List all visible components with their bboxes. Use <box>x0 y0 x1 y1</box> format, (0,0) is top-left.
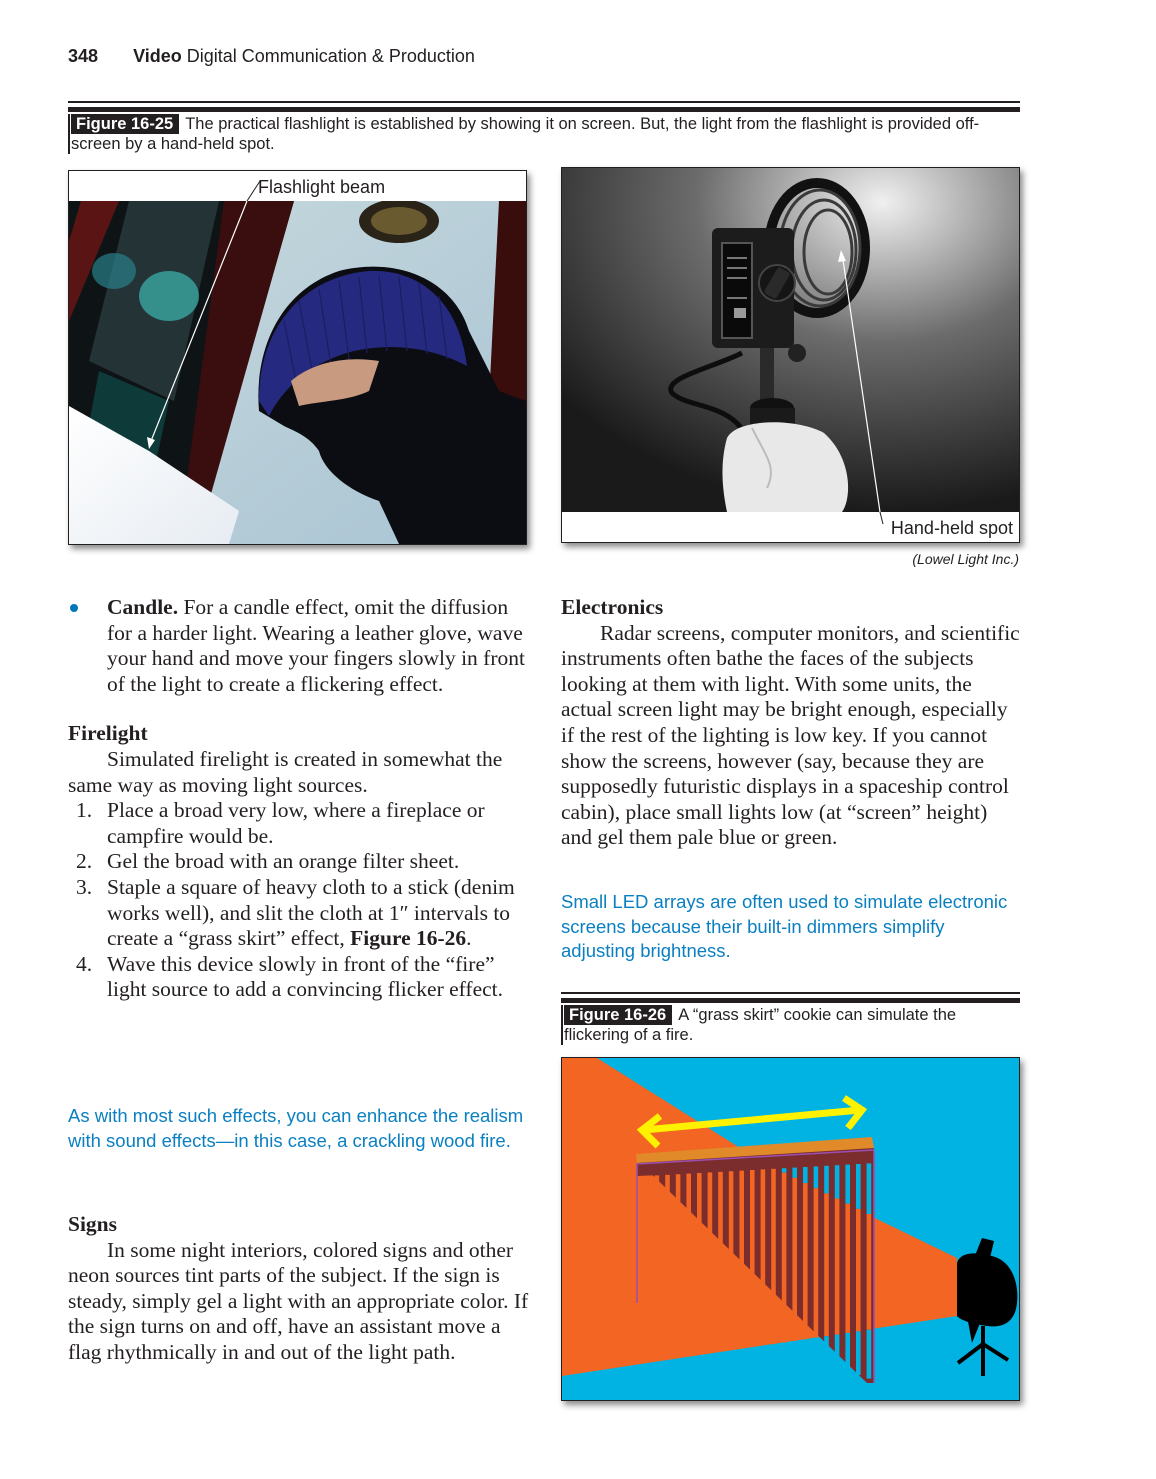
hand-held-spot-image <box>562 168 1019 512</box>
bullet-candle <box>68 595 530 697</box>
heading-firelight: Firelight <box>68 721 148 746</box>
figure-label: Figure 16-26 <box>564 1005 672 1025</box>
note-sound-effects: As with most such effects, you can enhance the realism with sound effects—in this case, a crackling wood fire. <box>68 1105 524 1151</box>
note-led-arrays: Small LED arrays are often used to simulate electronic screens because their built-in dimmers simplify adjusting brightness. <box>561 891 1008 961</box>
electronics-section <box>561 595 1023 851</box>
list-item: 4. Wave this device slowly in front of the “fire” light source to add a convincing flicker effect. <box>76 951 504 1002</box>
left-column <box>68 595 530 1003</box>
bullet-icon <box>70 604 78 612</box>
callout-hand-held-spot: Hand-held spot <box>890 518 1013 538</box>
firelight-steps <box>68 798 530 1003</box>
hand-held-spot-photo <box>561 167 1020 543</box>
grass-skirt-illustration <box>561 1057 1020 1401</box>
list-item: 3. Staple a square of heavy cloth to a stick (denim works well), and slit the cloth at 1″ intervals to create a “grass skirt” effect, Figure 16-26. <box>76 874 515 951</box>
heading-signs: Signs <box>68 1212 118 1236</box>
figure-label: Figure 16-25 <box>71 114 179 134</box>
list-item: 2. Gel the broad with an orange filter sheet. <box>76 849 460 874</box>
heading-electronics: Electronics <box>561 595 664 619</box>
callout-flashlight-beam: Flashlight beam <box>258 177 386 197</box>
callout-leader-top <box>69 171 526 201</box>
signs-section <box>68 1212 530 1366</box>
running-head <box>68 46 475 67</box>
book-title-rest: Digital Communication & Production <box>186 46 475 66</box>
figure-16-25-caption <box>68 114 1011 154</box>
page-number: 348 <box>68 46 99 66</box>
electronics-text: Radar screens, computer monitors, and scientific instruments often bathe the faces of the subjects looking at them with light. With some units, the actual screen light may be bright enough, especially if the rest of the lighting is low key. If you cannot show the screens, however (say, because they are supposedly futuristic displays in a spaceship control cabin), place small lights low (at “screen” height) and gel them pale blue or green. <box>561 620 1020 850</box>
candle-text: For a candle effect, omit the diffusion for a harder light. Wearing a leather glove, wave your hand and move your fingers slowly in front of the light to create a flickering effect. <box>107 595 525 696</box>
firelight-intro: Simulated firelight is created in somewhat the same way as moving light sources. <box>68 746 503 797</box>
figure-rule <box>561 992 1020 1002</box>
flashlight-photo <box>68 170 527 545</box>
list-item: 1. Place a broad very low, where a fireplace or campfire would be. <box>76 798 485 848</box>
figure-rule <box>68 101 1020 111</box>
term-candle: Candle. <box>107 595 179 619</box>
grass-skirt-diagram <box>562 1058 1019 1400</box>
figure-16-26-caption <box>561 1005 1019 1045</box>
figure-caption-text: The practical flashlight is established by showing it on screen. But, the light from the flashlight is provided off-screen by a hand-held spot. <box>71 115 980 153</box>
book-title-bold: Video <box>133 46 182 66</box>
signs-text: In some night interiors, colored signs and other neon sources tint parts of the subject. If the sign is steady, simply gel a light with an appropriate color. If the sign turns on and off, have an assistant move a flag rhythmically in and out of the light path. <box>68 1237 529 1364</box>
photo-credit: (Lowel Light Inc.) <box>912 551 1019 567</box>
figure-caption-text: A “grass skirt” cookie can simulate the flickering of a fire. <box>564 1006 957 1044</box>
figure-reference-link[interactable]: Figure 16-26 <box>350 926 467 951</box>
flashlight-photo-image <box>69 201 526 544</box>
